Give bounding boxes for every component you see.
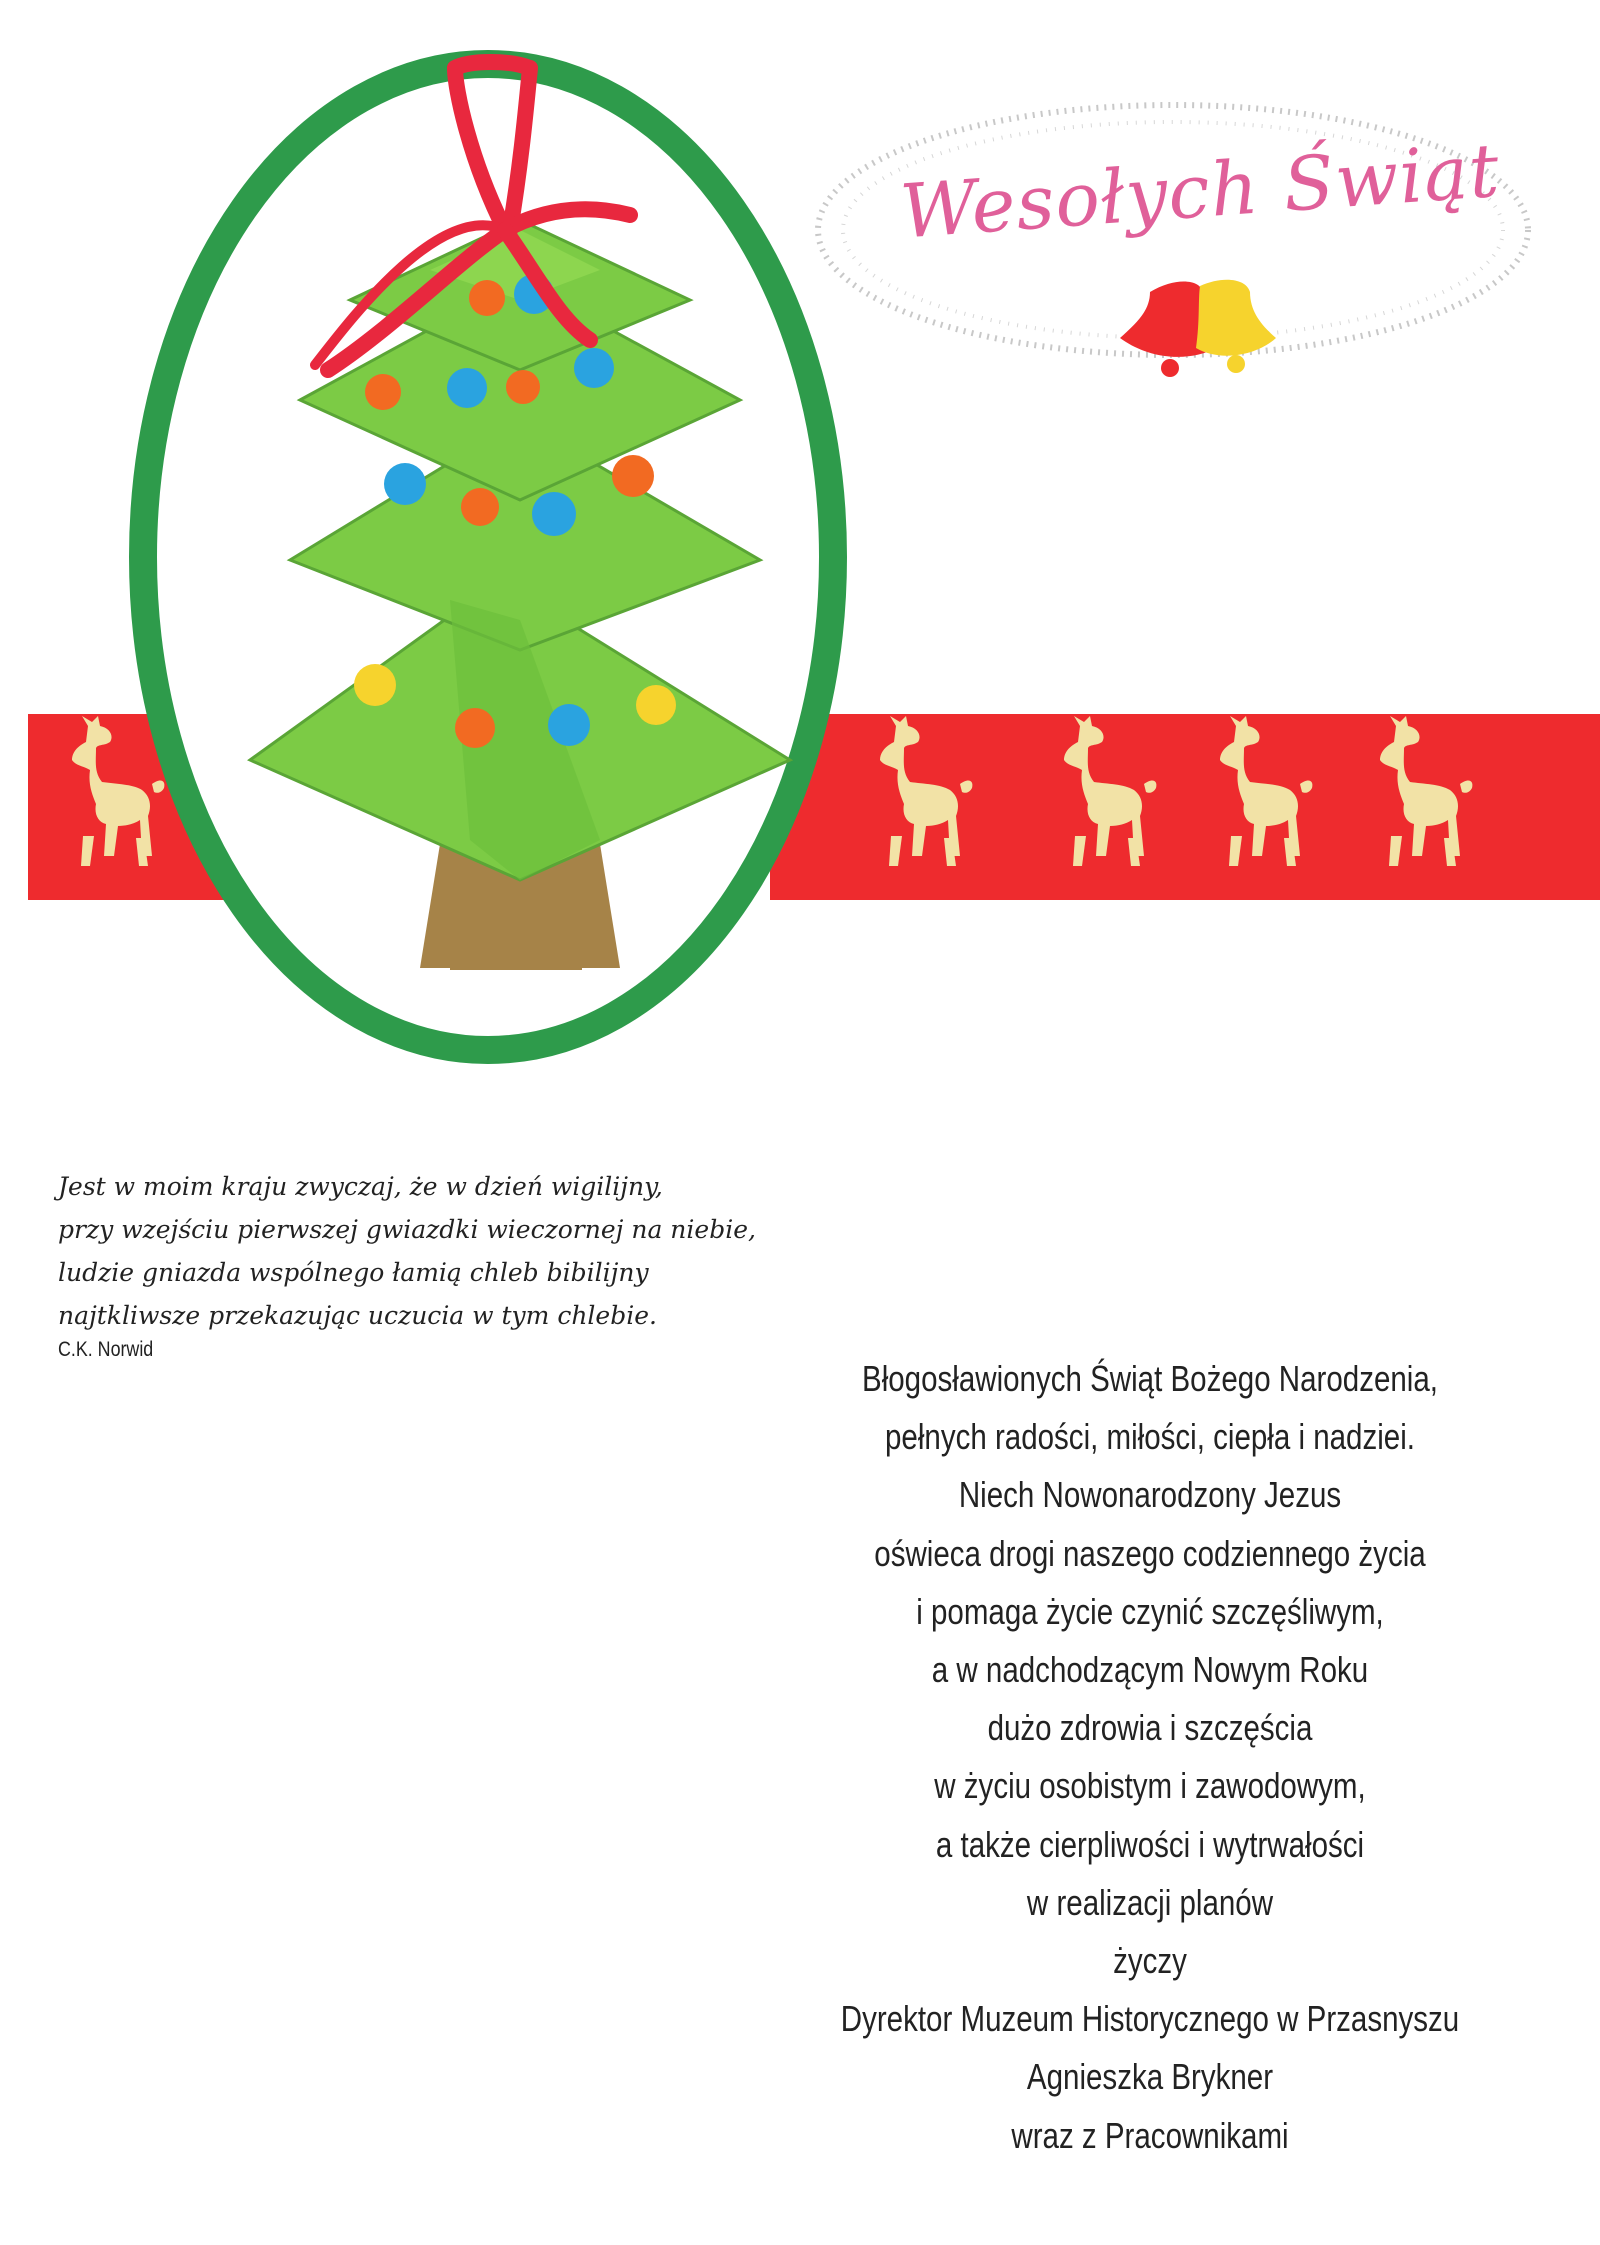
wishes-line: w życiu osobistym i zawodowym, <box>934 1765 1366 1807</box>
wishes-line: a także cierpliwości i wytrwałości <box>935 1823 1365 1865</box>
wishes-line: w realizacji planów <box>1026 1881 1274 1923</box>
quote-line: przy wzejściu pierwszej gwiazdki wieczornej na niebie, <box>58 1215 756 1244</box>
quote-line: najtkliwsze przekazując uczucia w tym chlebie. <box>58 1301 657 1330</box>
wishes-line: Niech Nowonarodzony Jezus <box>958 1474 1342 1516</box>
wishes-line: Błogosławionych Świąt Bożego Narodzenia, <box>862 1358 1438 1399</box>
wishes-line: i pomaga życie czynić szczęśliwym, <box>916 1590 1384 1632</box>
wishes-line: dużo zdrowia i szczęścia <box>987 1707 1313 1749</box>
greeting-title: Wesołych Świąt <box>897 127 1503 256</box>
quote-line: Jest w moim kraju zwyczaj, że w dzień wigilijny, <box>58 1172 663 1201</box>
wishes-line: życzy <box>1113 1940 1187 1982</box>
wishes-line: pełnych radości, miłości, ciepła i nadziei. <box>885 1416 1415 1458</box>
quote-line: ludzie gniazda wspólnego łamią chleb bibilijny <box>58 1258 649 1287</box>
bells-icon <box>1120 280 1276 377</box>
wishes-signature-line: wraz z Pracownikami <box>1011 2114 1289 2156</box>
wishes-signature-line: Dyrektor Muzeum Historycznego w Przasnyszu <box>840 1998 1460 2040</box>
quote-author: C.K. Norwid <box>58 1338 154 1361</box>
wishes-line: oświeca drogi naszego codziennego życia <box>874 1532 1426 1574</box>
wishes-text <box>745 1350 1555 2165</box>
wishes-signature-line: Agnieszka Brykner <box>1026 2056 1274 2098</box>
norwid-quote <box>58 1165 818 1337</box>
wishes-line: a w nadchodzącym Nowym Roku <box>931 1649 1369 1691</box>
